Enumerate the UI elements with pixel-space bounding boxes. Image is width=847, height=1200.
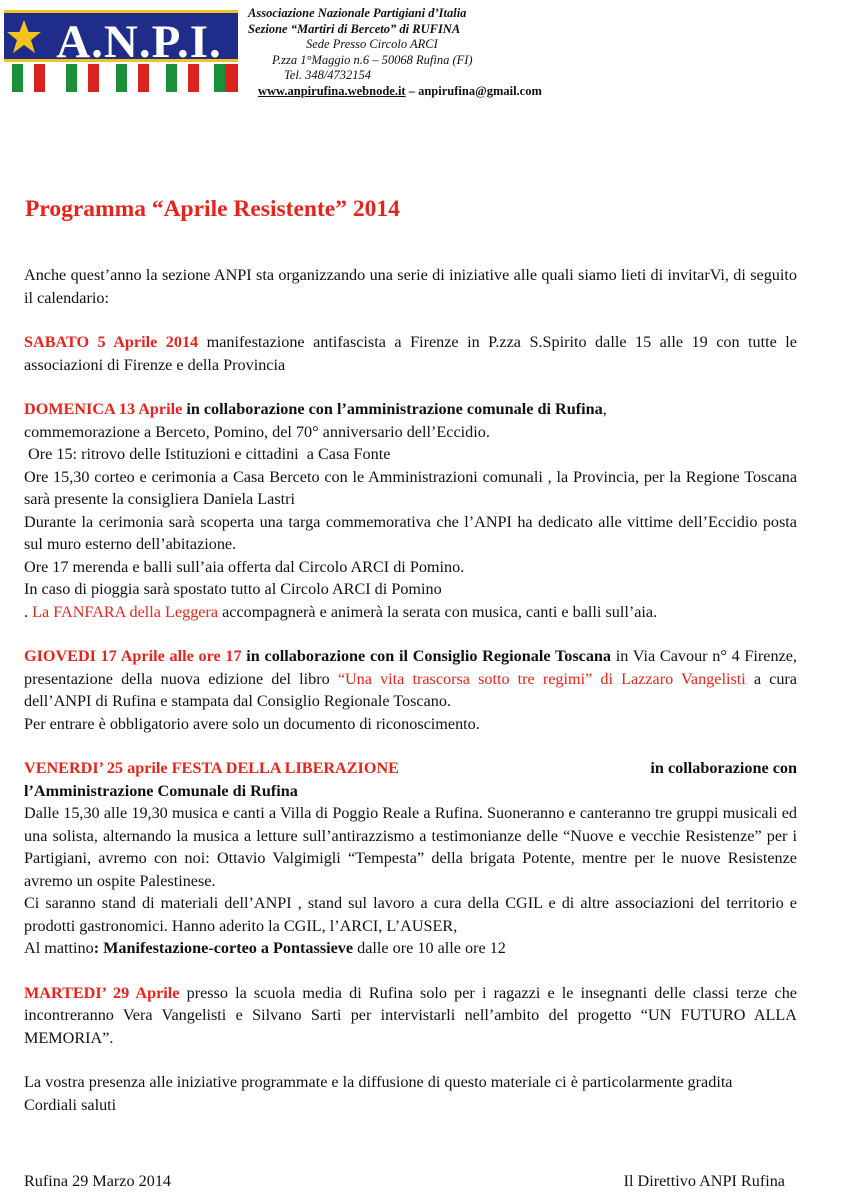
contacts-separator: –	[405, 83, 419, 98]
event-venerdi-morning-prefix: Al mattino	[24, 939, 94, 957]
signature: Il Direttivo ANPI Rufina	[623, 1172, 785, 1190]
event-domenica-line8-rest: accompagnerà e animerà la serata con musica, canti e balli sull’aia.	[218, 602, 658, 621]
website-link[interactable]: www.anpirufina.webnode.it	[258, 83, 406, 98]
event-domenica-line6: Ore 17 merenda e balli sull’aia offerta dal Circolo ARCI di Pomino.	[24, 557, 465, 576]
event-venerdi	[24, 757, 797, 960]
book-title: “Una vita trascorsa sotto tre regimi” di Lazzaro Vangelisti	[337, 669, 746, 688]
event-martedi-text: presso la scuola media di Rufina solo per i ragazzi e le insegnanti delle classi terze che incontreranno Vera Vangelisti e Silvano Sarti per intervistarli nell’ambito del progetto “UN FUTURO ALLA MEMORIA”.	[24, 983, 797, 1047]
event-giovedi	[24, 645, 797, 735]
section-name: Sezione “Martiri di Berceto” di RUFINA	[248, 21, 461, 36]
organization-header	[248, 6, 608, 99]
event-domenica	[24, 398, 797, 623]
place-date: Rufina 29 Marzo 2014	[24, 1172, 172, 1190]
seat-line: Sede Presso Circolo ARCI	[306, 37, 438, 51]
document-title: Programma “Aprile Resistente” 2014	[25, 196, 400, 222]
event-giovedi-line2: Per entrare è obbligatorio avere solo un documento di riconoscimento.	[24, 714, 480, 733]
anpi-logo	[4, 10, 238, 92]
event-domenica-line3: Ore 15: ritrovo delle Istituzioni e cittadini a Casa Fonte	[24, 445, 391, 463]
event-venerdi-heading	[24, 757, 797, 780]
closing-paragraph: La vostra presenza alle iniziative programmate e la diffusione di questo materiale ci è particolarmente gradita	[24, 1073, 733, 1091]
address-line: P.zza 1°Maggio n.6 – 50068 Rufina (FI)	[272, 52, 473, 67]
event-venerdi-morning-rest: dalle ore 10 alle ore 12	[353, 939, 506, 957]
logo-lettering: A.N.P.I.	[56, 16, 222, 68]
document-body	[24, 264, 797, 1116]
event-domenica-line8-prefix: .	[24, 602, 33, 621]
event-domenica-line8	[24, 601, 797, 624]
event-domenica-para4: Ore 15,30 corteo e cerimonia a Casa Berceto con le Amministrazioni comunali , la Provincia, per la Regione Toscana sarà presente la consigliera Daniela Lastri	[24, 467, 797, 508]
event-venerdi-morning-bold: : Manifestazione-corteo a Pontassieve	[93, 939, 354, 957]
event-domenica-comma: ,	[602, 400, 607, 418]
contacts-line	[248, 84, 608, 100]
event-domenica-line7: In caso di pioggia sarà spostato tutto al Circolo ARCI di Pomino	[24, 580, 442, 598]
event-giovedi-text1: in Via Cavour n° 4 Firenze, presentazione della nuova edizione del libro	[24, 647, 797, 688]
event-domenica-date: DOMENICA 13 Aprile	[24, 400, 183, 418]
event-martedi-date: MARTEDI’ 29 Aprile	[24, 983, 180, 1002]
event-domenica-heading	[24, 398, 797, 421]
event-venerdi-date: VENERDI’ 25 aprile FESTA DELLA LIBERAZIONE	[24, 759, 399, 777]
event-martedi	[24, 982, 797, 1050]
email-address[interactable]: anpirufina@gmail.com	[418, 83, 542, 98]
event-giovedi-text2: a cura dell’ANPI di Rufina e stampata dal Consiglio Regionale Toscano.	[24, 669, 797, 710]
event-venerdi-collab: in collaborazione con	[650, 759, 797, 777]
event-venerdi-para2: Ci saranno stand di materiali dell’ANPI , stand sul lavoro a cura della CGIL e di altre associazioni del territorio e prodotti gastronomici. Hanno aderito la CGIL, l’ARCI, L’AUSER,	[24, 894, 797, 935]
fanfara-name: La FANFARA della Leggera	[32, 602, 219, 621]
event-domenica-collab: in collaborazione con l’amministrazione comunale di Rufina	[182, 400, 603, 418]
event-domenica-line2: commemorazione a Berceto, Pomino, del 70° anniversario dell’Eccidio.	[24, 422, 490, 441]
event-domenica-para5: Durante la cerimonia sarà scoperta una targa commemorativa che l’ANPI ha dedicato alle vittime dell’Eccidio posta sul muro esterno dell’abitazione.	[24, 512, 797, 553]
event-venerdi-morning	[24, 937, 797, 960]
event-venerdi-collab2: l’Amministrazione Comunale di Rufina	[24, 781, 298, 800]
event-venerdi-para: Dalle 15,30 alle 19,30 musica e canti a Villa di Poggio Reale a Rufina. Suoneranno e canteranno tre gruppi musicali ed una solista, alternando la musica a letture sull’antirazzismo a testimonianze delle “Nuove e vecchie Resistenze” per i Partigiani, avremo con noi: Ottavio Valgimigli “Tempesta” della brigata Potente, mentre per le nuove Resistenze avremo un ospite Palestinese.	[24, 804, 797, 890]
org-name: Associazione Nazionale Partigiani d’Italia	[248, 6, 467, 20]
intro-paragraph: Anche quest’anno la sezione ANPI sta organizzando una serie di iniziative alle quali siamo lieti di invitarVi, di seguito il calendario:	[24, 266, 797, 307]
phone-line: Tel. 348/4732154	[284, 68, 372, 82]
event-giovedi-para	[24, 645, 797, 713]
event-giovedi-date: GIOVEDI 17 Aprile alle ore 17	[24, 647, 242, 665]
closing-greeting: Cordiali saluti	[24, 1095, 117, 1114]
event-giovedi-collab: in collaborazione con il Consiglio Regionale Toscana	[241, 647, 612, 665]
event-sabato	[24, 331, 797, 376]
event-sabato-date: SABATO 5 Aprile 2014	[24, 333, 199, 351]
event-sabato-text: manifestazione antifascista a Firenze in P.zza S.Spirito dalle 15 alle 19 con tutte le associazioni di Firenze e della Provincia	[24, 333, 797, 374]
